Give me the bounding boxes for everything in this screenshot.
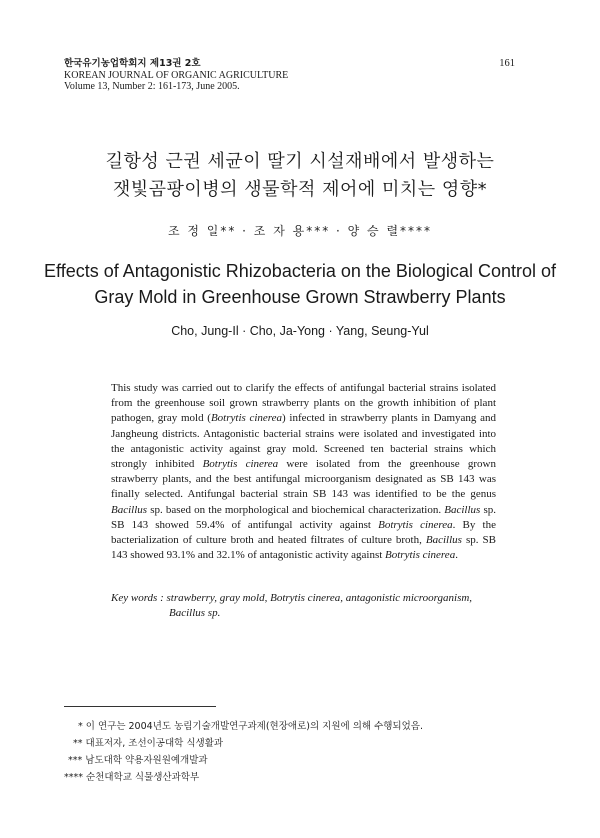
page-number: 161 [499, 58, 515, 69]
title-en-line1: Effects of Antagonistic Rhizobacteria on the Biological Control of [44, 261, 556, 281]
abstract-italic: Botrytis cinerea [378, 518, 453, 531]
keywords-list-cont: Bacillus sp. [169, 607, 221, 619]
footnotes [64, 718, 423, 786]
footnote-author3: **** 순천대학교 식물생산과학부 [64, 772, 200, 783]
authors-en: Cho, Jung-Il · Cho, Ja-Yong · Yang, Seung-Yul [171, 324, 429, 338]
abstract-italic: Bacillus [425, 534, 462, 547]
abstract [111, 381, 496, 563]
keywords-label: Key words : [111, 592, 164, 604]
title-kr [0, 148, 600, 204]
abstract-seg: were isolated from the greenhouse grown strawberry plants, and the best antifungal microorganism designated as SB 143 was finally selected. Antifungal bacterial strain SB 143 was identified to be the genus [111, 458, 496, 501]
footnote-author1: ** 대표저자, 조선이공대학 식생활과 [73, 738, 224, 749]
abstract-italic: Bacillus [444, 503, 481, 516]
title-kr-line2: 잿빛곰팡이병의 생물학적 제어에 미치는 영향* [112, 179, 488, 200]
journal-header [64, 58, 288, 93]
journal-name-kr: 한국유기농업학회지 제13권 2호 [64, 58, 201, 69]
abstract-italic: Botrytis cinerea [385, 549, 456, 562]
abstract-italic: Botrytis cinerea [202, 458, 279, 471]
authors-kr: 조 정 일** · 조 자 용*** · 양 승 렬**** [167, 224, 433, 238]
footnote-divider [64, 706, 216, 707]
journal-name-en: KOREAN JOURNAL OF ORGANIC AGRICULTURE [64, 69, 289, 81]
abstract-italic: Bacillus [111, 503, 148, 516]
abstract-seg: sp. based on the morphological and biochemical characterization. [147, 503, 445, 516]
title-en-line2: Gray Mold in Greenhouse Grown Strawberry Plants [94, 287, 506, 307]
footnote-author2: *** 남도대학 약용자원원예개발과 [68, 755, 208, 766]
abstract-seg: . [455, 549, 458, 562]
footnote-funding: * 이 연구는 2004년도 농림기술개발연구과제(현장애로)의 지원에 의해 수행되었음. [78, 721, 423, 732]
abstract-seg: sp. SB 143 showed 59.4% of antifungal activity against [111, 503, 496, 531]
keywords-list: strawberry, gray mold, Botrytis cinerea, antagonistic microorganism, [163, 592, 473, 604]
title-en [0, 258, 600, 310]
abstract-seg: ) infected in strawberry plants in Damyang and Jangheung districts. Antagonistic bacterial strains were isolated and investigated into the antagonistic activity against gray mold. Screened ten bacterial strains which strongly inhibited [111, 412, 496, 471]
abstract-seg: sp. SB 143 showed 93.1% and 32.1% of antagonistic activity against [111, 534, 496, 562]
title-kr-line1: 길항성 근권 세균이 딸기 시설재배에서 발생하는 [105, 151, 495, 172]
journal-volume: Volume 13, Number 2: 161-173, June 2005. [64, 81, 240, 92]
abstract-seg: This study was carried out to clarify the effects of antifungal bacterial strains isolated from the greenhouse soil grown strawberry plants on the growth inhibition of plant pathogen, gray mold ( [111, 382, 496, 425]
keywords [111, 591, 501, 621]
abstract-text [111, 381, 496, 563]
abstract-seg: . By the bacterialization of culture broth and heated filtrates of culture broth, [111, 518, 496, 547]
abstract-italic: Botrytis cinerea [210, 412, 283, 425]
